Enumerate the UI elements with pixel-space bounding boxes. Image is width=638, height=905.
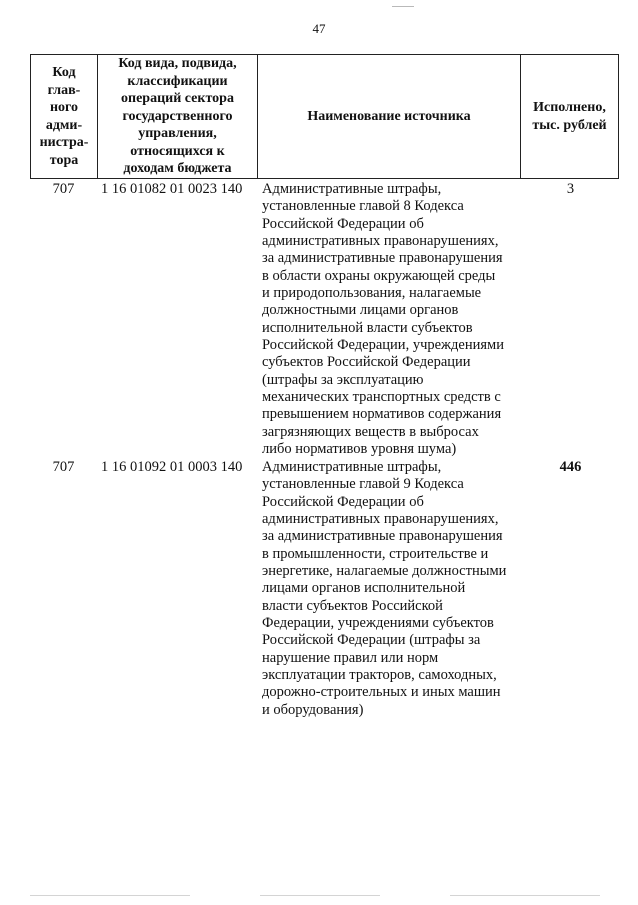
row-admin-code: 707 xyxy=(52,459,75,475)
table-header xyxy=(30,54,619,179)
row-amount: 446 xyxy=(559,459,582,475)
header-classification-code: Код вида, подвида, классификации операций сектора государственного управления, относящихся к доходам бюджета xyxy=(98,55,258,178)
row-classification-code: 1 16 01092 01 0003 140 xyxy=(101,459,243,475)
row-admin-code: 707 xyxy=(52,181,75,197)
page-number: 47 xyxy=(312,21,326,36)
scan-speck xyxy=(392,6,414,7)
header-source-name: Наименование источника xyxy=(258,55,521,178)
scan-speck xyxy=(30,895,190,896)
row-source-name: Административные штрафы, установленные главой 9 Кодекса Российской Федерации об административных правонарушениях, за административные правонарушения в промышленности, строительстве и энергетике, налагаемые должностными лицами органов исполнительной власти субъектов Российской Федерации, учреждениями субъектов Российской Федерации (штрафы за нарушение правил или норм эксплуатации тракторов, самоходных, дорожно-строительных и иных машин и оборудования) xyxy=(262,459,507,718)
scan-speck xyxy=(450,895,600,896)
row-source-name: Административные штрафы, установленные главой 8 Кодекса Российской Федерации об административных правонарушениях, за административные правонарушения в области охраны окружающей среды и природопользования, налагаемые должностными лицами органов исполнительной власти субъектов Российской Федерации, учреждениями субъектов Российской Федерации (штрафы за эксплуатацию механических транспортных средств с превышением нормативов содержания загрязняющих веществ в выбросах либо нормативов уровня шума) xyxy=(262,181,504,458)
row-classification-code: 1 16 01082 01 0023 140 xyxy=(101,181,243,197)
header-admin-code: Код глав- ного адми- нистра- тора xyxy=(31,55,98,178)
row-amount: 3 xyxy=(566,181,575,197)
scan-speck xyxy=(260,895,380,896)
header-executed: Исполнено, тыс. рублей xyxy=(532,100,607,133)
